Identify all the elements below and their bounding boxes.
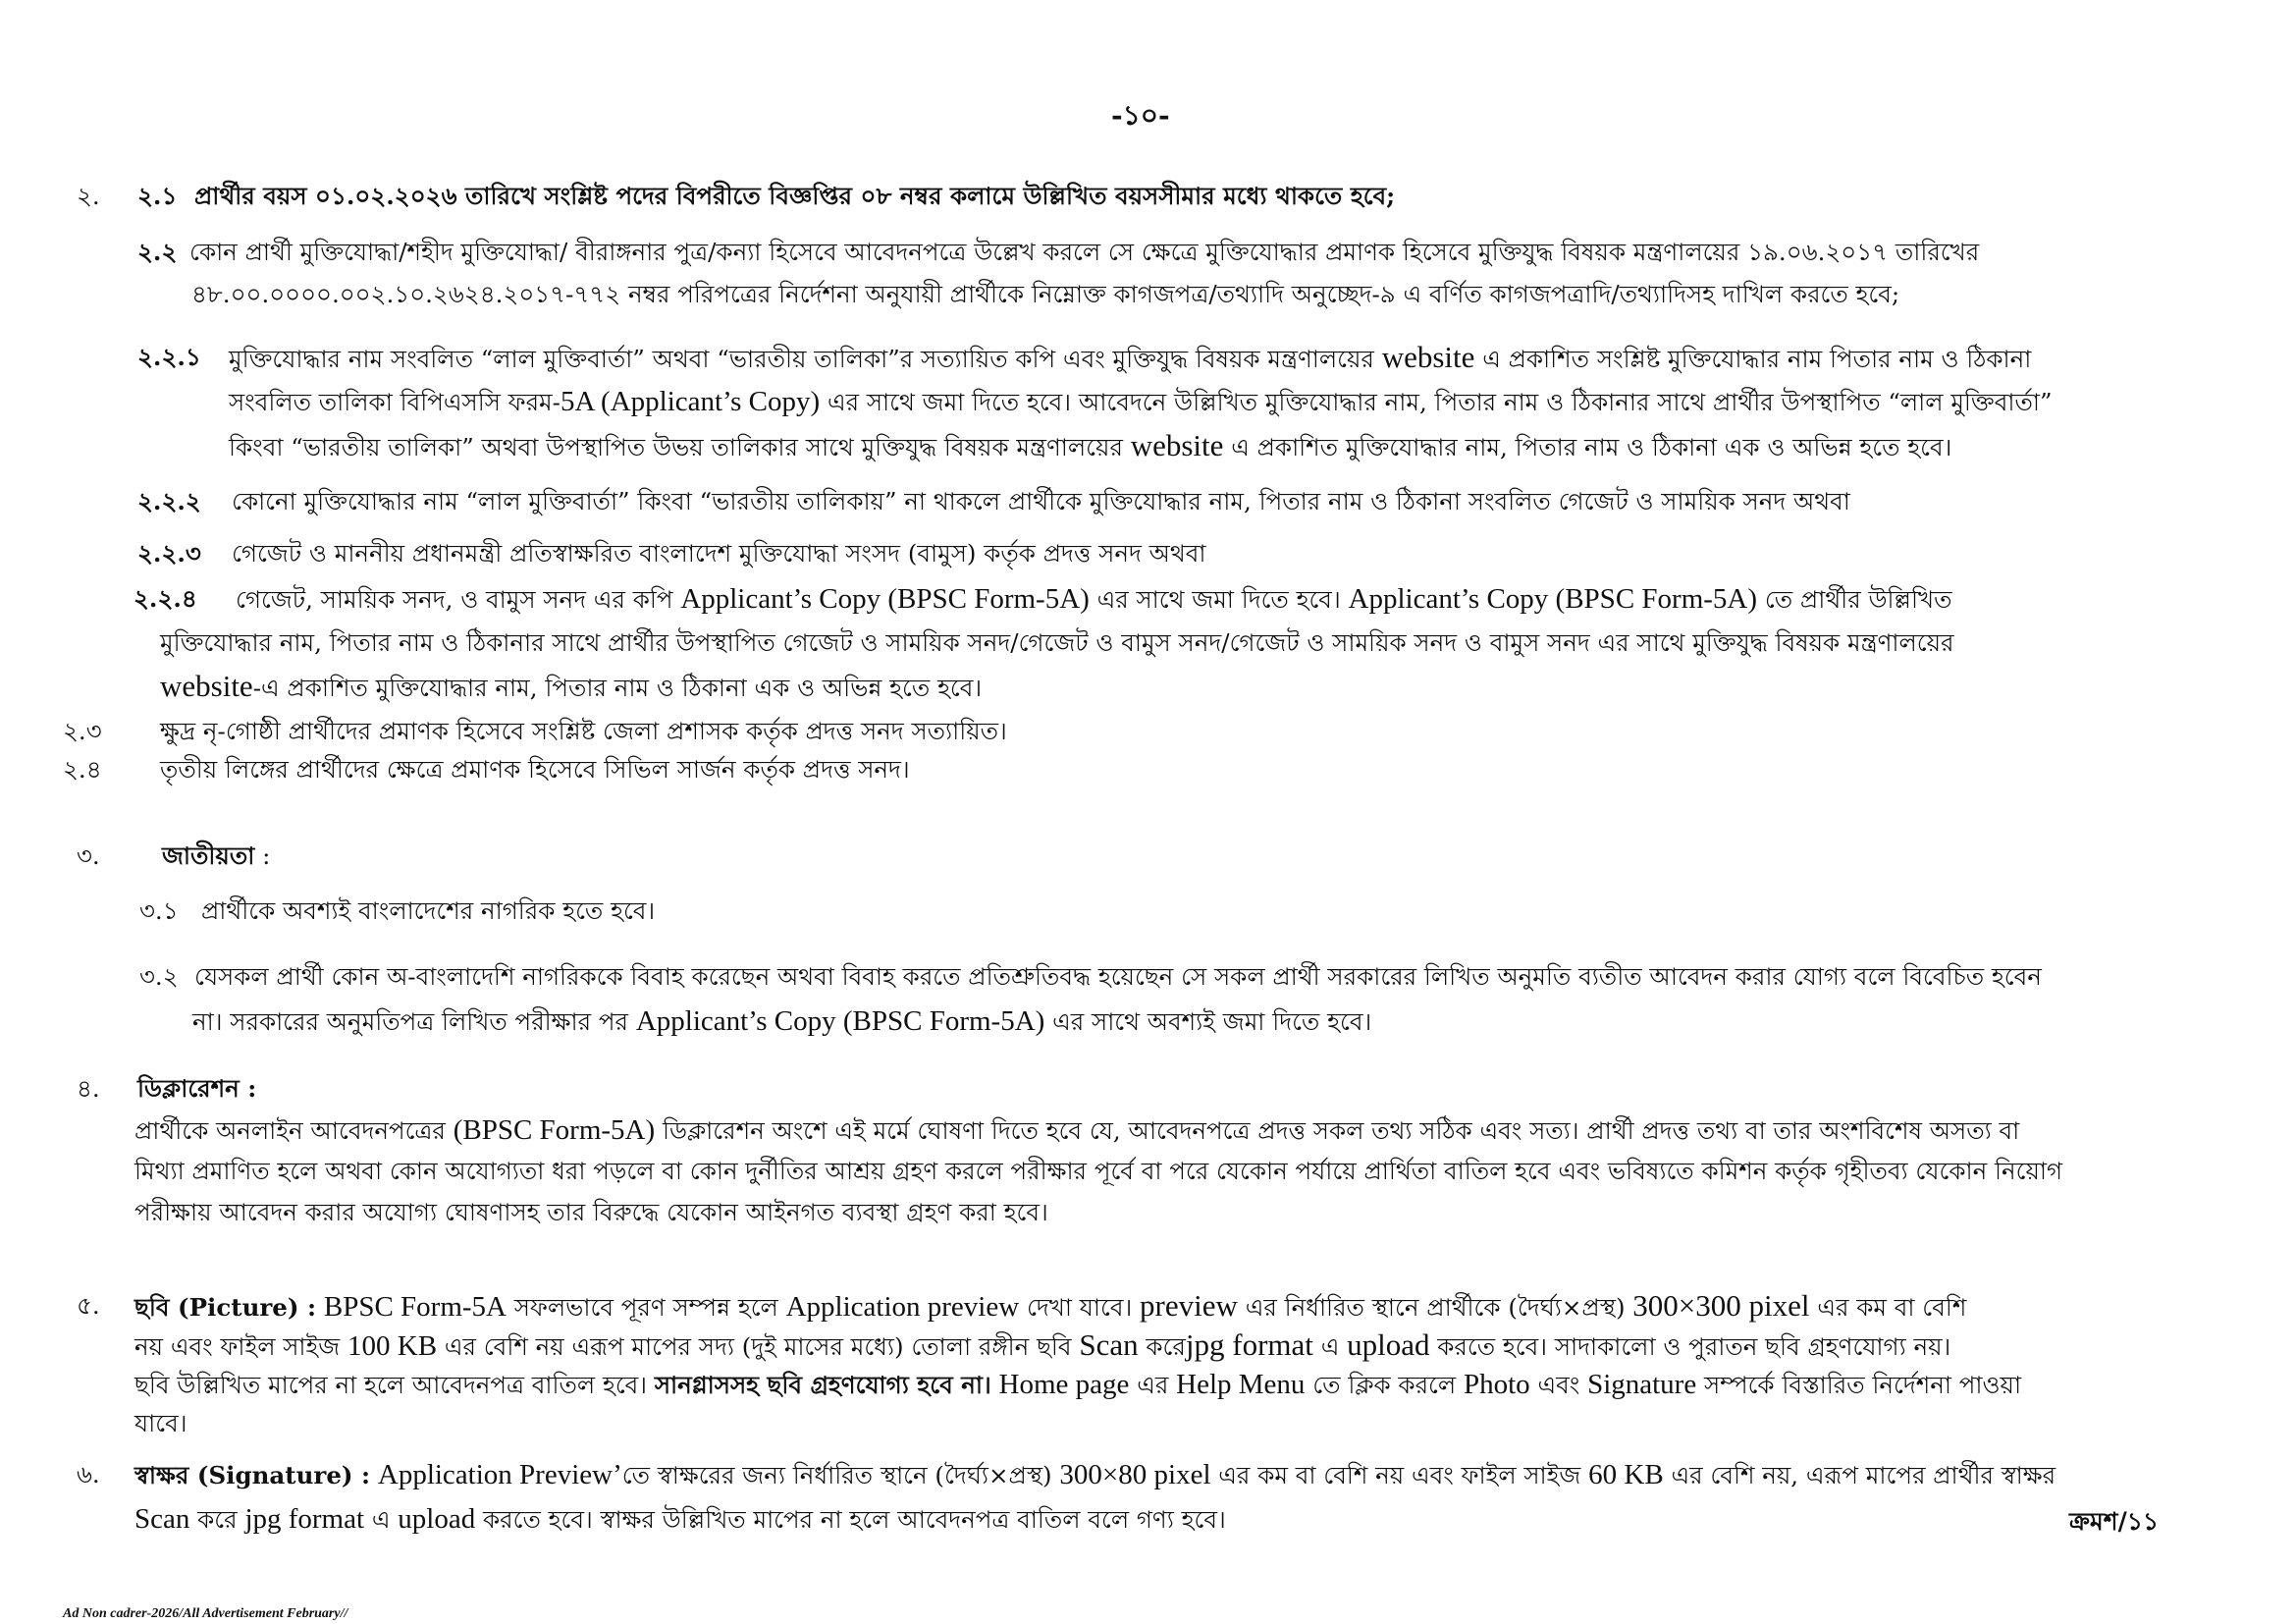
form-term: 5A (Applicant’s Copy) [560, 386, 821, 417]
section-4-heading: ডিক্লারেশন : [137, 1074, 257, 1103]
para-2-1-text: প্রার্থীর বয়স ০১.০২.২০২৬ তারিখে সংশ্লিষ্ট পদের বিপরীতে বিজ্ঞপ্তির ০৮ নম্বর কলামে উল্লিখিত বয়সসীমার মধ্যে থাকতে হবে; [194, 182, 1396, 210]
section-5-number: ৫. [77, 1291, 100, 1320]
text-fragment: প্রার্থীকে অনলাইন আবেদনপত্রের [134, 1116, 446, 1145]
para-2-3-number: ২.৩ [63, 717, 102, 745]
text-fragment: ছবি উল্লিখিত মাপের না হলে আবেদনপত্র বাতিল হবে। [134, 1371, 648, 1399]
text-fragment: এর বেশি নয় এরূপ মাপের সদ্য (দুই মাসের মধ্যে) তোলা রঙ্গীন ছবি [444, 1332, 1072, 1361]
picture-heading: ছবি (Picture) : [134, 1293, 317, 1322]
section-4-line-2: মিথ্যা প্রমাণিত হলে অথবা কোন অযোগ্যতা ধরা পড়লে বা কোন দুর্নীতির আশ্রয় গ্রহণ করলে পরীক্ষার পূর্বে বা পরে যেকোন পর্যায়ে প্রার্থিতা বাতিল হবে এবং ভবিষ্যতে কমিশন কর্তৃক গৃহীতব্য যেকোন নিয়োগ [134, 1157, 2063, 1185]
text-fragment: ডিক্লারেশন অংশে এই মর্মে ঘোষণা দিতে হবে যে, আবেদনপত্রে প্রদত্ত সকল তথ্য সঠিক এবং সত্য। প্রার্থী প্রদত্ত তথ্য বা তার অংশবিশেষ অসত্য বা [662, 1116, 2020, 1145]
section-3-number: ৩. [77, 841, 100, 870]
text-fragment: এবং [1537, 1371, 1580, 1399]
text-fragment: এ প্রকাশিত মুক্তিযোদ্ধার নাম, পিতার নাম ও ঠিকানা এক ও অভিন্ন হতে হবে। [1231, 433, 1952, 461]
signature-heading: স্বাক্ষর (Signature) : [134, 1461, 371, 1489]
para-3-1-number: ৩.১ [139, 896, 179, 925]
form-term: BPSC Form-5A [323, 1291, 507, 1323]
heading-colon: : [262, 841, 271, 870]
text-fragment: এর সাথে জমা দিতে হবে। আবেদনে উল্লিখিত মুক্তিযোদ্ধার নাম, পিতার নাম ও ঠিকানার সাথে প্রার্থীর উপস্থাপিত “লাল মুক্তিবার্তা” [827, 388, 2053, 416]
para-2-2-4-line-2: মুক্তিযোদ্ধার নাম, পিতার নাম ও ঠিকানার সাথে প্রার্থীর উপস্থাপিত গেজেট ও সাময়িক সনদ/গেজেট ও বামুস সনদ/গেজেট ও সাময়িক সনদ ও বামুস সনদ এর সাথে মুক্তিযুদ্ধ বিষয়ক মন্ত্রণালয়ের [160, 628, 1954, 657]
para-3-1-text: প্রার্থীকে অবশ্যই বাংলাদেশের নাগরিক হতে হবে। [201, 896, 656, 925]
para-3-2-line-2 [192, 1004, 1371, 1039]
para-2-2-1-number: ২.২.১ [137, 343, 201, 371]
section-6-line-2 [134, 1502, 1226, 1537]
section-3-heading [162, 839, 270, 873]
footer-note: Ad Non cadrer-2026/All Advertisement February// [63, 1606, 348, 1621]
text-fragment: এর কম বা বেশি [1817, 1293, 1967, 1322]
para-2-2-line-2: ৪৮.০০.০০০০.০০২.১০.২৬২৪.২০১৭-৭৭২ নম্বর পরিপত্রের নির্দেশনা অনুযায়ী প্রার্থীকে নিম্নোক্ত কাগজপত্র/তথ্যাদি অনুচ্ছেদ-৯ এ বর্ণিত কাগজপত্রাদি/তথ্যাদিসহ দাখিল করতে হবে; [191, 280, 1900, 308]
para-2-2-1-line-3 [229, 429, 1951, 464]
para-2-4-number: ২.৪ [63, 755, 102, 784]
term: upload [1347, 1327, 1430, 1362]
term: Scan [134, 1503, 190, 1535]
text-fragment: করতে হবে। স্বাক্ষর উল্লিখিত মাপের না হলে আবেদনপত্র বাতিল বলে গণ্য হবে। [483, 1505, 1226, 1534]
term: Home page [998, 1369, 1130, 1400]
term: jpg format [1185, 1327, 1313, 1362]
term: Scan [1079, 1327, 1139, 1362]
section-5-line-4: যাবে। [134, 1409, 187, 1437]
text-fragment: না। সরকারের অনুমতিপত্র লিখিত পরীক্ষার পর [192, 1007, 629, 1036]
text-fragment: এর সাথে অবশ্যই জমা দিতে হবে। [1052, 1007, 1372, 1036]
text-fragment: কিংবা “ভারতীয় তালিকা” অথবা উপস্থাপিত উভয় তালিকার সাথে মুক্তিযুদ্ধ বিষয়ক মন্ত্রণালয়ের [229, 433, 1123, 461]
text-fragment: এর [1137, 1371, 1169, 1399]
text-fragment: করতে হবে। সাদাকালো ও পুরাতন ছবি গ্রহণযোগ্য নয়। [1437, 1332, 1951, 1361]
heading-text: জাতীয়তা [162, 841, 255, 870]
text-fragment: দেখা যাবে। [1026, 1293, 1133, 1322]
section-6-line-1 [134, 1458, 2056, 1492]
text-fragment: গেজেট, সাময়িক সনদ, ও বামুস সনদ এর কপি [236, 585, 673, 614]
text-fragment: সফলভাবে পূরণ সম্পন্ন হলে [513, 1293, 778, 1322]
file-size: 100 KB [347, 1330, 438, 1362]
term: Photo [1463, 1369, 1530, 1400]
website-term: website [1130, 428, 1224, 462]
form-term: Applicant’s Copy (BPSC Form-5A) [680, 583, 1090, 615]
text-fragment: করে [1146, 1332, 1186, 1361]
text-fragment: তে প্রার্থীর উল্লিখিত [1764, 585, 1952, 614]
para-2-2-3-number: ২.২.৩ [137, 539, 201, 568]
para-2-2-line-1: কোন প্রার্থী মুক্তিযোদ্ধা/শহীদ মুক্তিযোদ্ধা/ বীরাঙ্গনার পুত্র/কন্যা হিসেবে আবেদনপত্রে উল্লেখ করলে সে ক্ষেত্রে মুক্তিযোদ্ধার প্রমাণক হিসেবে মুক্তিযুদ্ধ বিষয়ক মন্ত্রণালয়ের ১৯.০৬.২০১৭ তারিখের [189, 238, 1980, 266]
para-2-2-4-line-1 [236, 582, 1951, 617]
para-2-2-number: ২.২ [137, 238, 178, 266]
text-fragment: তে স্বাক্ষরের জন্য নির্ধারিত স্থানে (দৈর্ঘ্য×প্রস্থ) [621, 1461, 1052, 1489]
form-term: Applicant’s Copy (BPSC Form-5A) [635, 1005, 1045, 1037]
pixel-size: 300×80 pixel [1059, 1459, 1211, 1490]
para-2-2-1-line-2 [229, 385, 2053, 419]
text-fragment: এর কম বা বেশি নয় এবং ফাইল সাইজ [1218, 1461, 1581, 1489]
text-fragment: এর নির্ধারিত স্থানে প্রার্থীকে (দৈর্ঘ্য×প্রস্থ) [1245, 1293, 1626, 1322]
para-2-1-number: ২.১ [137, 182, 178, 210]
text-fragment: এর সাথে জমা দিতে হবে। [1096, 585, 1341, 614]
form-term: Applicant’s Copy (BPSC Form-5A) [1348, 583, 1758, 615]
term: Help Menu [1176, 1369, 1306, 1400]
text-fragment: এর বেশি নয়, এরূপ মাপের প্রার্থীর স্বাক্ষর [1671, 1461, 2056, 1489]
term: Application preview [785, 1291, 1020, 1323]
text-fragment: নয় এবং ফাইল সাইজ [134, 1332, 341, 1361]
text-fragment: এ প্রকাশিত সংশ্লিষ্ট মুক্তিযোদ্ধার নাম পিতার নাম ও ঠিকানা [1482, 345, 2032, 373]
file-size: 60 KB [1588, 1459, 1664, 1490]
text-fragment: এ [371, 1505, 391, 1534]
para-3-2-number: ৩.২ [139, 962, 179, 991]
text-fragment: তে ক্লিক করলে [1312, 1371, 1457, 1399]
term: Application Preview’ [377, 1459, 622, 1490]
term: upload [398, 1503, 476, 1535]
continued-marker: ক্রমশ/১১ [2069, 1507, 2160, 1536]
text-fragment: সংবলিত তালিকা বিপিএসসি ফরম- [229, 388, 561, 416]
section-4-number: ৪. [77, 1074, 100, 1103]
para-2-2-3-text: গেজেট ও মাননীয় প্রধানমন্ত্রী প্রতিস্বাক্ষরিত বাংলাদেশ মুক্তিযোদ্ধা সংসদ (বামুস) কর্তৃক প্রদত্ত সনদ অথবা [232, 539, 1206, 568]
para-2-2-1-line-1 [229, 341, 2031, 376]
text-fragment: সম্পর্কে বিস্তারিত নির্দেশনা পাওয়া [1704, 1371, 2022, 1399]
para-2-2-2-number: ২.২.২ [137, 487, 201, 515]
section-5-line-3 [134, 1368, 2021, 1402]
para-3-2-line-1: যেসকল প্রার্থী কোন অ-বাংলাদেশি নাগরিককে বিবাহ করেছেন অথবা বিবাহ করতে প্রতিশ্রুতিবদ্ধ হয়েছেন সে সকল প্রার্থী সরকারের লিখিত অনুমতি ব্যতীত আবেদন করার যোগ্য বলে বিবেচিত হবেন [194, 962, 2042, 991]
website-term: website [1381, 340, 1475, 374]
sunglass-warning: সানগ্লাসসহ ছবি গ্রহণযোগ্য হবে না। [654, 1371, 991, 1399]
para-2-2-4-line-3 [160, 670, 982, 705]
pixel-size: 300×300 pixel [1632, 1288, 1810, 1323]
term: preview [1140, 1288, 1238, 1323]
para-2-2-4-number: ২.২.৪ [133, 584, 197, 613]
term: jpg format [244, 1503, 365, 1535]
para-2-3-text: ক্ষুদ্র নৃ-গোষ্ঠী প্রার্থীদের প্রমাণক হিসেবে সংশ্লিষ্ট জেলা প্রশাসক কর্তৃক প্রদত্ত সনদ সত্যায়িত। [160, 717, 1007, 745]
term: Signature [1587, 1369, 1697, 1400]
page-number: -১০- [1111, 99, 1170, 132]
text-fragment: -এ প্রকাশিত মুক্তিযোদ্ধার নাম, পিতার নাম ও ঠিকানা এক ও অভিন্ন হতে হবে। [252, 674, 983, 702]
text-fragment: করে [197, 1505, 238, 1534]
text-fragment: মুক্তিযোদ্ধার নাম সংবলিত “লাল মুক্তিবার্তা” অথবা “ভারতীয় তালিকা”র সত্যায়িত কপি এবং মুক্তিযুদ্ধ বিষয়ক মন্ত্রণালয়ের [229, 345, 1374, 373]
section-5-line-1 [134, 1289, 1966, 1325]
para-2-4-text: তৃতীয় লিঙ্গের প্রার্থীদের ক্ষেত্রে প্রমাণক হিসেবে সিভিল সার্জন কর্তৃক প্রদত্ত সনদ। [160, 755, 910, 784]
form-term: (BPSC Form-5A) [453, 1114, 656, 1146]
para-2-2-2-text: কোনো মুক্তিযোদ্ধার নাম “লাল মুক্তিবার্তা” কিংবা “ভারতীয় তালিকায়” না থাকলে প্রার্থীকে মুক্তিযোদ্ধার নাম, পিতার নাম ও ঠিকানা সংবলিত গেজেট ও সাময়িক সনদ অথবা [232, 487, 1850, 515]
section-2-number: ২. [77, 182, 100, 210]
text-fragment: এ [1320, 1332, 1340, 1361]
section-5-line-2 [134, 1328, 1950, 1364]
section-6-number: ৬. [77, 1460, 100, 1489]
section-4-line-1 [134, 1113, 2019, 1148]
section-4-line-3: পরীক্ষায় আবেদন করার অযোগ্য ঘোষণাসহ তার বিরুদ্ধে যেকোন আইনগত ব্যবস্থা গ্রহণ করা হবে। [134, 1198, 1048, 1226]
website-term: website [160, 669, 253, 703]
